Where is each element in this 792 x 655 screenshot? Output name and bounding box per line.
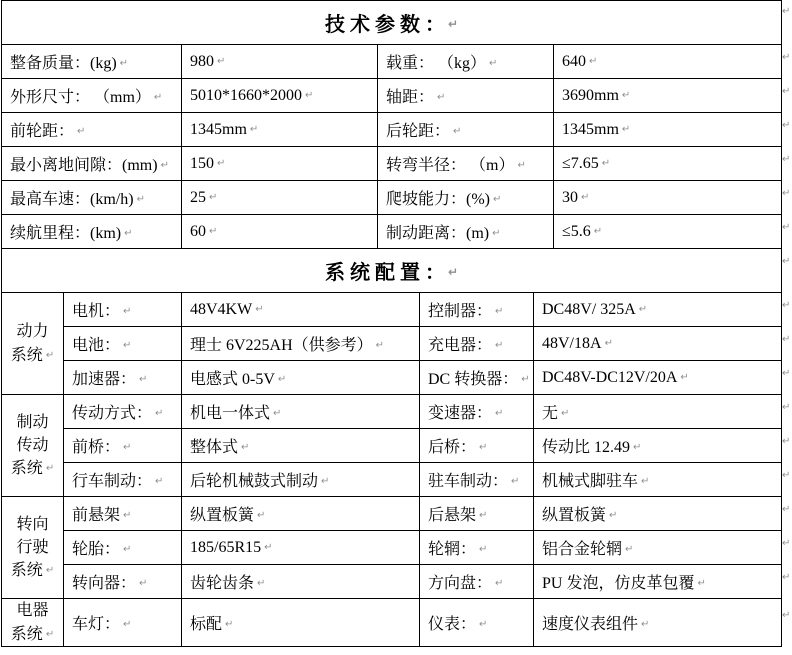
spec-label xyxy=(420,293,534,327)
group-label-line: 转向 xyxy=(16,515,49,533)
table-row xyxy=(2,181,782,215)
paragraph-mark-icon: ↵ xyxy=(257,510,266,521)
table-row xyxy=(2,395,782,429)
spec-label xyxy=(378,147,554,181)
spec-value-text: 640 xyxy=(562,52,586,70)
spec-value xyxy=(554,45,782,79)
paragraph-mark-icon: ↵ xyxy=(609,510,618,521)
spec-label-text: 变速器： xyxy=(428,405,493,422)
spec-value xyxy=(554,79,782,113)
paragraph-mark-icon: ↵ xyxy=(561,408,570,419)
spec-value-text: 1345mm xyxy=(562,120,619,138)
paragraph-mark-icon: ↵ xyxy=(493,194,502,205)
spec-label xyxy=(378,79,554,113)
paragraph-mark-icon: ↵ xyxy=(479,442,488,453)
spec-label-text: 转向器： xyxy=(72,575,137,592)
paragraph-mark-icon: ↵ xyxy=(123,619,132,630)
spec-value xyxy=(534,463,782,497)
group-label-line: 制动 xyxy=(16,413,49,431)
paragraph-mark-icon: ↵ xyxy=(249,123,259,135)
spec-label-text: 转弯半径： （m） xyxy=(386,157,515,174)
spec-value xyxy=(534,293,782,327)
group-label-brake-transmission-system xyxy=(2,395,64,497)
spec-label-text: 电机： xyxy=(72,303,121,320)
spec-value-text: 25 xyxy=(190,188,206,206)
spec-value-text: 30 xyxy=(562,188,578,206)
spec-value-text: PU 发泡，仿皮革包覆 xyxy=(542,575,695,592)
spec-label xyxy=(2,147,182,181)
group-label-line: 电器 xyxy=(16,602,49,620)
spec-label-text: 续航里程：(km) xyxy=(10,225,122,242)
spec-value-text: 理士 6V225AH（供参考） xyxy=(190,337,373,354)
spec-label xyxy=(2,113,182,147)
spec-label xyxy=(64,531,182,565)
spec-value-text: 纵置板簧 xyxy=(190,507,255,524)
spec-label xyxy=(64,463,182,497)
spec-value-text: DC48V/ 325A xyxy=(542,300,636,318)
spec-label xyxy=(64,429,182,463)
spec-label-text: 驻车制动： xyxy=(428,473,509,490)
table-row xyxy=(2,429,782,463)
spec-label xyxy=(420,463,534,497)
spec-value xyxy=(554,147,782,181)
spec-label-text: 前轮距： xyxy=(10,123,75,140)
table-row xyxy=(2,215,782,249)
spec-value xyxy=(182,215,378,249)
spec-value xyxy=(554,113,782,147)
spec-label xyxy=(420,429,534,463)
table-row xyxy=(2,463,782,497)
spec-value xyxy=(182,361,420,395)
spec-label-text: 最高车速：(km/h) xyxy=(10,191,134,208)
paragraph-mark-icon: ↵ xyxy=(489,58,498,69)
spec-value xyxy=(534,497,782,531)
table-row xyxy=(2,599,782,647)
paragraph-mark-icon: ↵ xyxy=(123,442,132,453)
spec-value-text: 无 xyxy=(542,405,559,422)
paragraph-mark-icon: ↵ xyxy=(155,408,164,419)
paragraph-mark-icon: ↵ xyxy=(492,228,501,239)
table-row xyxy=(2,113,782,147)
spec-value xyxy=(182,181,378,215)
spec-value xyxy=(182,599,420,647)
paragraph-mark-icon: ↵ xyxy=(119,58,129,69)
paragraph-mark-icon: ↵ xyxy=(123,510,132,521)
paragraph-mark-icon: ↵ xyxy=(782,470,791,481)
paragraph-mark-icon: ↵ xyxy=(604,337,613,349)
spec-label-text: 整备质量：(kg) xyxy=(10,55,117,72)
paragraph-mark-icon: ↵ xyxy=(680,371,689,383)
group-label-line: 行驶 xyxy=(16,538,49,556)
paragraph-mark-icon: ↵ xyxy=(136,194,145,205)
paragraph-mark-icon: ↵ xyxy=(495,408,504,419)
paragraph-mark-icon: ↵ xyxy=(321,476,330,487)
paragraph-mark-icon: ↵ xyxy=(77,126,86,137)
paragraph-mark-icon: ↵ xyxy=(782,572,791,583)
spec-value-text: 机电一体式 xyxy=(190,405,271,422)
spec-label-text: 前悬架 xyxy=(72,507,121,524)
paragraph-mark-icon: ↵ xyxy=(641,476,650,487)
paragraph-mark-icon: ↵ xyxy=(153,92,163,103)
spec-value-text: 5010*1660*2000 xyxy=(190,86,302,104)
paragraph-mark-icon: ↵ xyxy=(257,578,266,589)
tech-params-table xyxy=(1,0,782,249)
group-label-line: 动力 xyxy=(16,323,49,341)
paragraph-mark-icon: ↵ xyxy=(641,619,650,630)
paragraph-mark-icon: ↵ xyxy=(633,442,642,453)
spec-label-text: 前桥： xyxy=(72,439,121,456)
paragraph-mark-icon: ↵ xyxy=(155,476,164,487)
spec-value xyxy=(182,463,420,497)
spec-label-text: 传动方式： xyxy=(72,405,153,422)
tech-params-title-text: 技 术 参 数 ： xyxy=(324,14,445,36)
paragraph-mark-icon: ↵ xyxy=(593,225,603,237)
spec-label-text: 最小离地间隙：(mm) xyxy=(10,157,158,174)
paragraph-mark-icon: ↵ xyxy=(495,578,504,589)
spec-value xyxy=(534,361,782,395)
spec-value xyxy=(534,395,782,429)
spec-label xyxy=(64,395,182,429)
paragraph-mark-icon: ↵ xyxy=(241,442,250,453)
spec-value-text: ≤7.65 xyxy=(562,154,599,172)
spec-label-text: 加速器： xyxy=(72,371,137,388)
spec-value xyxy=(534,565,782,599)
paragraph-mark-icon: ↵ xyxy=(139,374,148,385)
spec-value-text: 传动比 12.49 xyxy=(542,439,631,456)
spec-label-text: 控制器： xyxy=(428,303,493,320)
spec-value xyxy=(182,497,420,531)
sys-config-title xyxy=(2,249,782,293)
paragraph-mark-icon: ↵ xyxy=(255,303,264,315)
paragraph-mark-icon: ↵ xyxy=(479,510,488,521)
spec-value xyxy=(554,215,782,249)
paragraph-mark-icon: ↵ xyxy=(495,340,504,351)
paragraph-mark-icon: ↵ xyxy=(209,191,218,203)
tech-params-title xyxy=(2,1,782,45)
sys-config-table xyxy=(1,248,782,647)
paragraph-mark-icon: ↵ xyxy=(589,55,598,67)
spec-label xyxy=(2,45,182,79)
spec-value xyxy=(534,599,782,647)
paragraph-mark-icon: ↵ xyxy=(697,578,706,589)
spec-label-text: 后悬架 xyxy=(428,507,477,524)
paragraph-mark-icon: ↵ xyxy=(625,544,634,555)
paragraph-mark-icon: ↵ xyxy=(375,340,385,351)
spec-label xyxy=(64,599,182,647)
spec-label xyxy=(420,531,534,565)
spec-label-text: 轮辋： xyxy=(428,541,477,558)
group-label-power-system xyxy=(2,293,64,395)
paragraph-mark-icon: ↵ xyxy=(209,225,218,237)
paragraph-mark-icon: ↵ xyxy=(264,541,273,553)
paragraph-mark-icon: ↵ xyxy=(217,157,226,169)
group-label-line: 系统 xyxy=(10,562,43,580)
paragraph-mark-icon: ↵ xyxy=(273,408,282,419)
spec-value-text: 机械式脚驻车 xyxy=(542,473,639,490)
paragraph-mark-icon: ↵ xyxy=(45,628,55,640)
paragraph-mark-icon: ↵ xyxy=(45,349,55,361)
table-row xyxy=(2,293,782,327)
spec-label xyxy=(2,79,182,113)
spec-label xyxy=(420,599,534,647)
spec-label xyxy=(420,395,534,429)
spec-label-text: 行车制动： xyxy=(72,473,153,490)
spec-value xyxy=(534,429,782,463)
paragraph-mark-icon: ↵ xyxy=(45,565,55,577)
paragraph-mark-icon: ↵ xyxy=(782,222,791,233)
paragraph-mark-icon: ↵ xyxy=(782,52,791,63)
paragraph-mark-icon: ↵ xyxy=(782,256,791,267)
spec-value xyxy=(182,79,378,113)
spec-value-text: 1345mm xyxy=(190,120,247,138)
paragraph-mark-icon: ↵ xyxy=(621,123,631,135)
paragraph-mark-icon: ↵ xyxy=(782,504,791,515)
sys-config-title-text: 系 统 配 置 ： xyxy=(324,262,445,284)
spec-value-text: ≤5.6 xyxy=(562,222,591,240)
spec-value xyxy=(182,395,420,429)
spec-value-text: 150 xyxy=(190,154,214,172)
paragraph-mark-icon: ↵ xyxy=(217,55,226,67)
spec-label xyxy=(378,113,554,147)
spec-label-text: 电池： xyxy=(72,337,121,354)
paragraph-mark-icon: ↵ xyxy=(782,120,791,131)
spec-value-text: DC48V-DC12V/20A xyxy=(542,368,678,386)
spec-value xyxy=(182,565,420,599)
paragraph-mark-icon: ↵ xyxy=(437,92,446,103)
spec-value xyxy=(182,293,420,327)
paragraph-mark-icon: ↵ xyxy=(160,160,169,171)
paragraph-mark-icon: ↵ xyxy=(782,334,791,345)
group-label-line: 系统 xyxy=(10,625,43,643)
paragraph-mark-icon: ↵ xyxy=(601,157,611,169)
paragraph-mark-icon: ↵ xyxy=(782,610,791,621)
spec-value xyxy=(554,181,782,215)
paragraph-mark-icon: ↵ xyxy=(782,188,791,199)
paragraph-mark-icon: ↵ xyxy=(581,191,590,203)
spec-label xyxy=(64,293,182,327)
paragraph-mark-icon: ↵ xyxy=(479,619,488,630)
paragraph-mark-icon: ↵ xyxy=(782,6,791,17)
spec-label-text: 仪表： xyxy=(428,616,477,633)
paragraph-mark-icon: ↵ xyxy=(638,303,648,315)
paragraph-mark-icon: ↵ xyxy=(517,160,526,171)
paragraph-mark-icon: ↵ xyxy=(495,306,504,317)
spec-label-text: 外形尺寸： （mm） xyxy=(10,89,151,106)
spec-value-text: 3690mm xyxy=(562,86,619,104)
spec-value xyxy=(182,327,420,361)
table-row xyxy=(2,327,782,361)
paragraph-mark-icon: ↵ xyxy=(139,578,148,589)
spec-value xyxy=(182,45,378,79)
paragraph-mark-icon: ↵ xyxy=(277,374,287,385)
spec-value-text: 185/65R15 xyxy=(190,538,262,556)
spec-label-text: 车灯： xyxy=(72,616,121,633)
spec-label xyxy=(2,181,182,215)
group-label-electrical-system xyxy=(2,599,64,647)
table-row xyxy=(2,147,782,181)
spec-value-text: 速度仪表组件 xyxy=(542,616,639,633)
spec-label xyxy=(420,497,534,531)
paragraph-mark-icon: ↵ xyxy=(511,476,520,487)
paragraph-mark-icon: ↵ xyxy=(521,374,530,385)
table-row xyxy=(2,497,782,531)
spec-label-text: 轮胎： xyxy=(72,541,121,558)
spec-label-text: 载重： （kg） xyxy=(386,55,487,72)
group-label-line: 传动 xyxy=(16,436,49,454)
spec-value-text: 标配 xyxy=(190,616,223,633)
paragraph-mark-icon: ↵ xyxy=(479,544,488,555)
spec-value-text: 纵置板簧 xyxy=(542,507,607,524)
spec-label-text: DC 转换器： xyxy=(428,371,519,388)
spec-value-text: 48V4KW xyxy=(190,300,253,318)
paragraph-mark-icon: ↵ xyxy=(453,126,462,137)
table-row xyxy=(2,565,782,599)
spec-label-text: 爬坡能力：(%) xyxy=(386,191,490,208)
spec-label-text: 轴距： xyxy=(386,89,435,106)
paragraph-mark-icon: ↵ xyxy=(123,340,132,351)
spec-label xyxy=(420,565,534,599)
paragraph-mark-icon: ↵ xyxy=(225,619,234,630)
table-row xyxy=(2,45,782,79)
spec-label xyxy=(64,361,182,395)
spec-value-text: 齿轮齿条 xyxy=(190,575,255,592)
spec-label xyxy=(378,215,554,249)
group-label-line: 系统 xyxy=(10,346,43,364)
spec-value-text: 铝合金轮辋 xyxy=(542,541,623,558)
spec-value-text: 整体式 xyxy=(190,439,239,456)
spec-label xyxy=(420,361,534,395)
spec-value-text: 980 xyxy=(190,52,214,70)
group-label-line: 系统 xyxy=(10,460,43,478)
spec-label-text: 方向盘： xyxy=(428,575,493,592)
spec-label xyxy=(64,565,182,599)
group-label-steering-driving-system xyxy=(2,497,64,599)
paragraph-mark-icon: ↵ xyxy=(782,368,791,379)
table-row xyxy=(2,531,782,565)
spec-label-text: 制动距离：(m) xyxy=(386,225,490,242)
spec-value-text: 后轮机械鼓式制动 xyxy=(190,473,319,490)
paragraph-mark-icon: ↵ xyxy=(782,86,791,97)
spec-value xyxy=(182,429,420,463)
paragraph-mark-icon: ↵ xyxy=(45,463,55,475)
paragraph-mark-icon: ↵ xyxy=(447,17,459,31)
table-row xyxy=(2,361,782,395)
spec-value xyxy=(182,531,420,565)
spec-label-text: 后桥： xyxy=(428,439,477,456)
paragraph-mark-icon: ↵ xyxy=(124,228,133,239)
spec-value xyxy=(534,531,782,565)
spec-label xyxy=(420,327,534,361)
spec-label-text: 充电器： xyxy=(428,337,493,354)
paragraph-mark-icon: ↵ xyxy=(782,436,791,447)
table-row xyxy=(2,79,782,113)
spec-label xyxy=(64,327,182,361)
paragraph-mark-icon: ↵ xyxy=(305,89,314,101)
paragraph-mark-icon: ↵ xyxy=(123,544,132,555)
spec-value-text: 电感式 0-5V xyxy=(190,371,275,388)
spec-label xyxy=(378,181,554,215)
spec-value xyxy=(182,113,378,147)
spec-label-text: 后轮距： xyxy=(386,123,451,140)
paragraph-mark-icon: ↵ xyxy=(447,265,459,279)
spec-label xyxy=(64,497,182,531)
paragraph-mark-icon: ↵ xyxy=(621,89,631,101)
spec-label xyxy=(2,215,182,249)
paragraph-mark-icon: ↵ xyxy=(782,402,791,413)
spec-value xyxy=(182,147,378,181)
spec-value-text: 48V/18A xyxy=(542,334,602,352)
spec-value-text: 60 xyxy=(190,222,206,240)
spec-label xyxy=(378,45,554,79)
paragraph-mark-icon: ↵ xyxy=(782,154,791,165)
paragraph-mark-icon: ↵ xyxy=(782,300,791,311)
spec-value xyxy=(534,327,782,361)
paragraph-mark-icon: ↵ xyxy=(123,306,132,317)
paragraph-mark-icon: ↵ xyxy=(782,538,791,549)
